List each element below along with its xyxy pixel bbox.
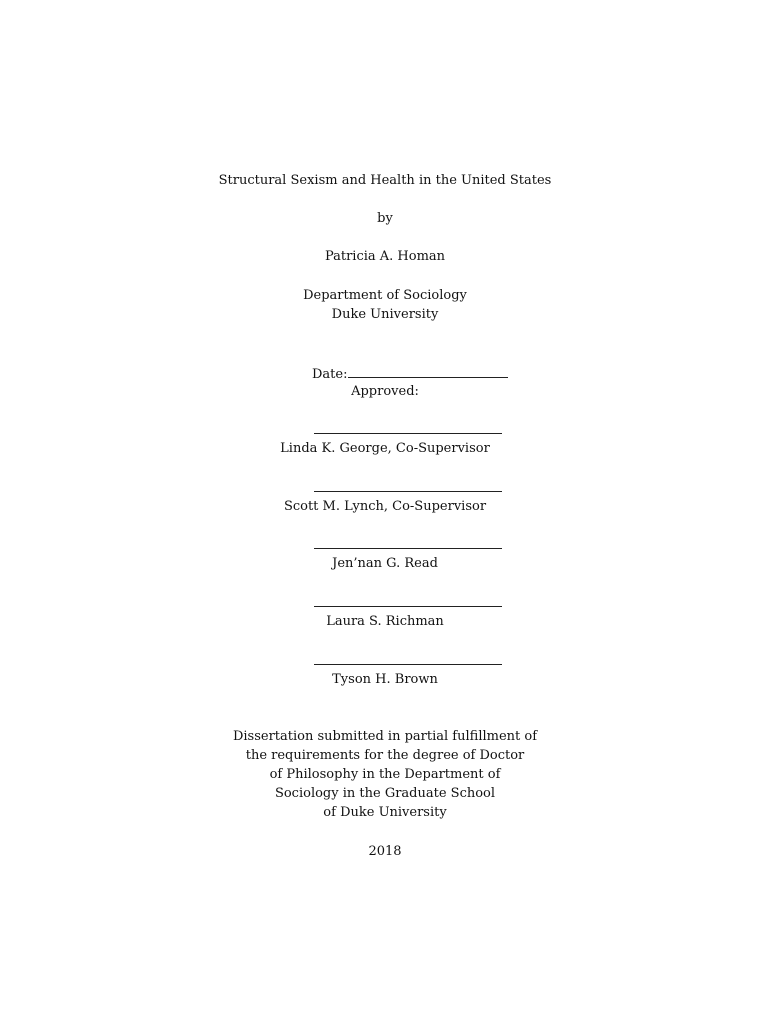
by-label: by — [377, 211, 393, 226]
committee-member-name: Tyson H. Brown — [332, 672, 438, 687]
submission-statement — [0, 727, 770, 822]
year: 2018 — [368, 844, 402, 859]
statement-line: of Philosophy in the Department of — [269, 767, 501, 782]
signature-line — [314, 548, 502, 549]
statement-line: Dissertation submitted in partial fulfillment of — [232, 729, 538, 744]
university-name: Duke University — [331, 307, 439, 322]
signature-line — [314, 491, 502, 492]
signature-line — [314, 664, 502, 665]
committee-member-name: Scott M. Lynch, Co-Supervisor — [283, 499, 487, 514]
committee-member-name: Jen’nan G. Read — [332, 556, 438, 571]
date-blank-line — [348, 363, 508, 378]
signature-line — [314, 606, 502, 607]
department-name: Department of Sociology — [303, 288, 467, 303]
approved-label: Approved: — [351, 384, 419, 399]
date-label: Date: — [312, 367, 348, 382]
dissertation-title: Structural Sexism and Health in the United States — [218, 173, 552, 188]
committee-member-name: Laura S. Richman — [326, 614, 444, 629]
statement-line: Sociology in the Graduate School — [274, 786, 496, 801]
committee-member-name: Linda K. George, Co-Supervisor — [280, 441, 490, 456]
author-name: Patricia A. Homan — [324, 249, 446, 264]
signature-line — [314, 433, 502, 434]
statement-line: the requirements for the degree of Doctor — [245, 748, 525, 763]
statement-line: of Duke University — [323, 805, 447, 820]
date-field — [312, 363, 508, 384]
